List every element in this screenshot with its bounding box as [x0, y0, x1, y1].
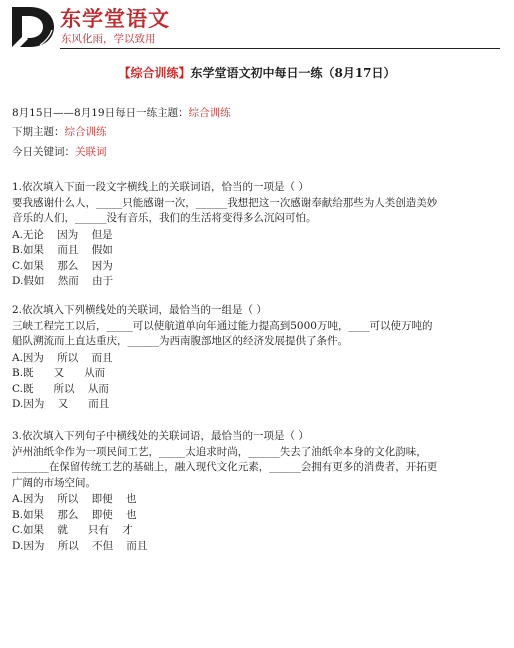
keyword-value: 关联词: [75, 146, 107, 158]
date-range-topic: 综合训练: [188, 107, 231, 119]
question-passage-line: 泸州油纸伞作为一项民间工艺，_____太追求时尚，______失去了油纸伞本身的文化韵味，: [12, 445, 427, 458]
option-c: C.如果 就 只有 才: [12, 524, 133, 536]
option-list: [12, 492, 504, 554]
title-tag: 【综合训练】: [118, 66, 191, 80]
page-header: [0, 0, 514, 58]
option-a: A.无论 因为 但是: [12, 228, 113, 241]
question-passage-line: 音乐的人们，______没有音乐，我们的生活将变得多么沉闷可怕。: [12, 212, 317, 224]
option-b: B.既 又 从而: [12, 367, 106, 379]
dongxuetang-logo-icon: [10, 5, 56, 49]
option-a: A.因为 所以 而且: [12, 351, 113, 364]
question-passage-line: 船队溯流而上直达重庆，______为西南腹部地区的经济发展提供了条件。: [12, 335, 348, 347]
option-list: [12, 228, 504, 290]
question-passage-line: 要我感谢什么人，_____只能感谢一次，______我想把这一次感谢奉献给那些为人类创造美妙: [12, 196, 438, 209]
brand-slogan: 东风化雨，学以致用: [61, 33, 156, 45]
document-title: [0, 65, 514, 81]
question-stem: 2.依次填入下列横线处的关联词，最恰当的一组是（ ）: [12, 304, 267, 316]
title-main: 东学堂语文初中每日一练（8月17日）: [190, 66, 396, 80]
option-c: C.既 所以 从而: [12, 382, 109, 395]
brand-name: 东学堂语文: [60, 7, 170, 31]
question-passage-line: 广阔的市场空间。: [12, 476, 96, 489]
keyword-label: 今日关键词：: [12, 146, 75, 158]
option-a: A.因为 所以 即便 也: [12, 493, 137, 505]
next-topic-value: 综合训练: [64, 126, 107, 138]
question-passage-line: _______在保留传统工艺的基础上，融入现代文化元素，______会拥有更多的消费者，开拓更: [12, 461, 438, 473]
option-d: D.因为 所以 不但 而且: [12, 539, 148, 552]
option-d: D.假如 然而 由于: [12, 275, 114, 287]
option-list: [12, 351, 504, 413]
option-c: C.如果 那么 因为: [12, 259, 113, 272]
option-b: B.如果 而且 假如: [12, 244, 113, 256]
date-range-line: [12, 106, 231, 121]
next-topic-label: 下期主题：: [12, 126, 65, 138]
question-stem: 3.依次填入下列句子中横线处的关联词语，最恰当的一项是（ ）: [12, 430, 309, 442]
question-1: [12, 180, 504, 290]
question-passage-line: 三峡工程完工以后，_____可以使航道单向年通过能力提高到5000万吨，____可以使万吨的: [12, 319, 433, 332]
next-topic-line: [12, 125, 107, 140]
date-range-text: 8月15日——8月19日每日一练主题：: [12, 107, 189, 119]
option-b: B.如果 那么 即使 也: [12, 508, 137, 521]
keyword-line: [12, 145, 107, 160]
question-3: [12, 429, 504, 554]
header-divider: [60, 48, 500, 49]
option-d: D.因为 又 而且: [12, 398, 110, 410]
question-stem: 1.依次填入下面一段文字横线上的关联词语，恰当的一项是（ ）: [12, 181, 309, 193]
question-2: [12, 303, 504, 413]
